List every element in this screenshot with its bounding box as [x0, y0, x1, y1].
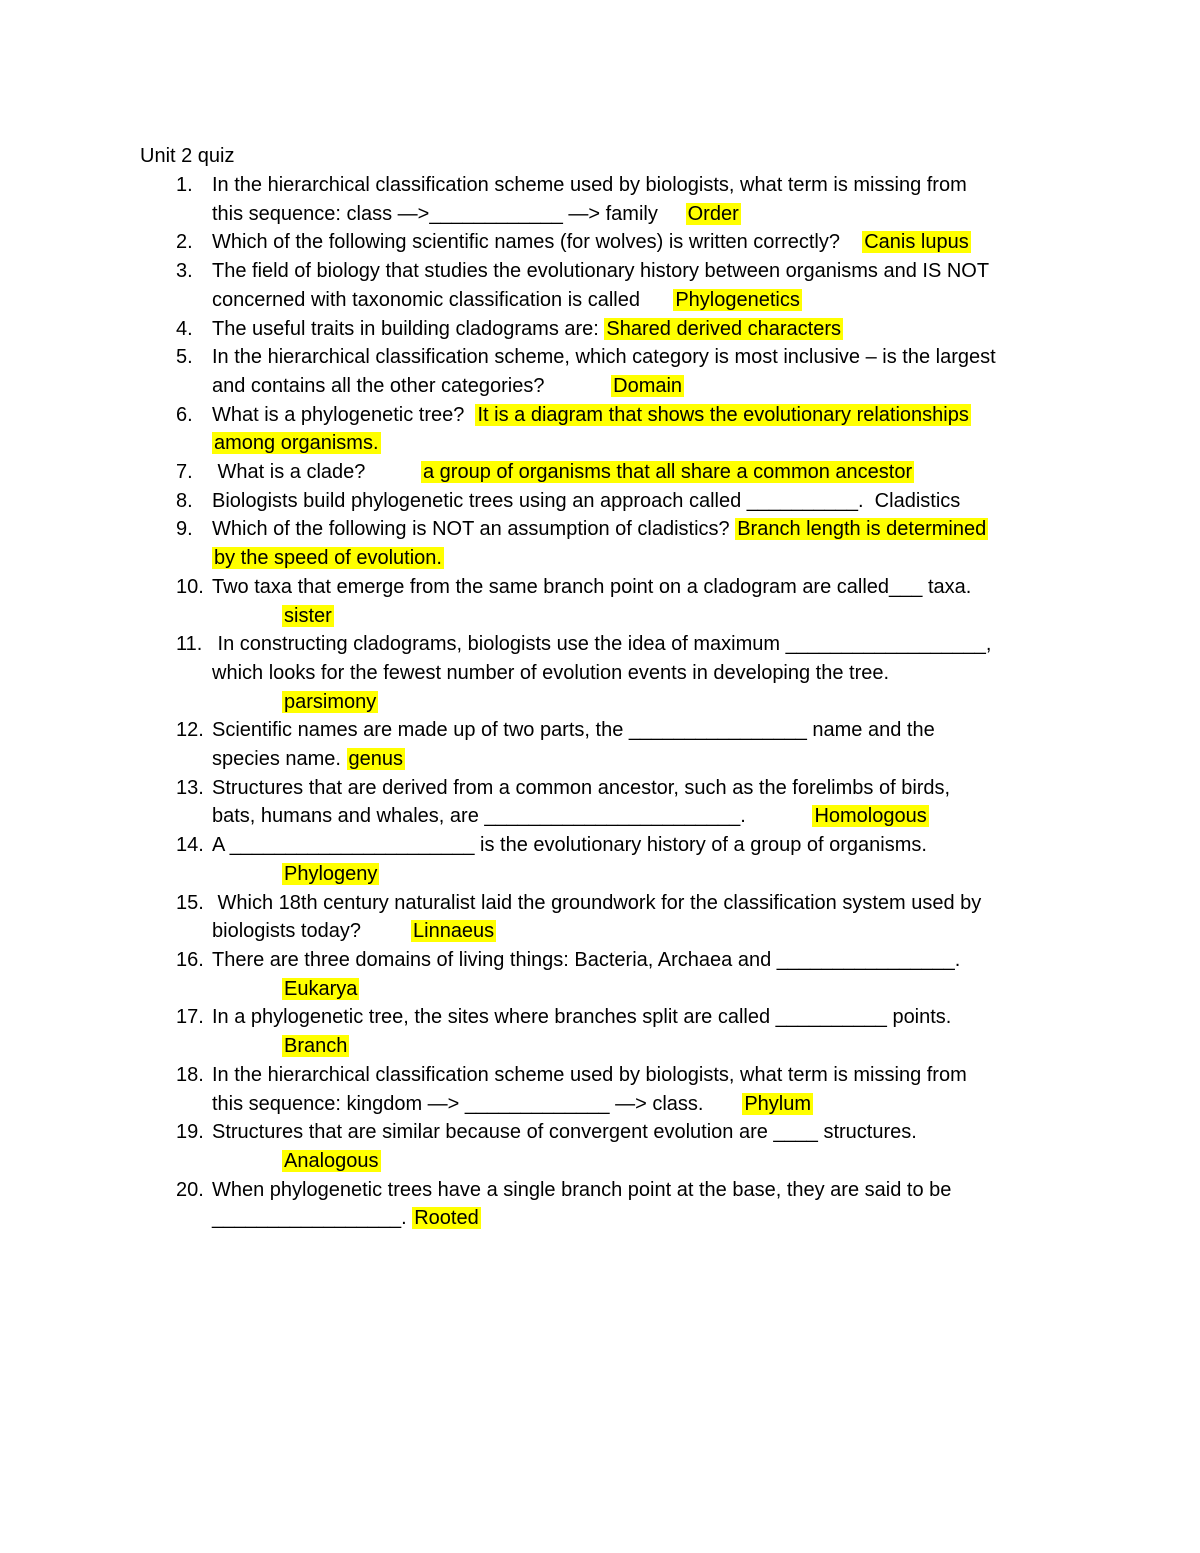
- answer-highlight: Phylogenetics: [675, 288, 800, 311]
- question-number: 18.: [176, 1063, 204, 1086]
- question-line: [212, 602, 1060, 631]
- question-text: The field of biology that studies the evolutionary history between organisms and IS NOT: [212, 260, 990, 283]
- question-line: [212, 1003, 1060, 1032]
- question-line: [212, 860, 1060, 889]
- answer-highlight: Canis lupus: [864, 231, 969, 254]
- question-text: Two taxa that emerge from the same branch point on a cladogram are called___ taxa.: [212, 575, 972, 598]
- question-line: [212, 1061, 1060, 1090]
- question-text: _________________.: [212, 1207, 413, 1230]
- question-item: [0, 515, 1200, 572]
- answer-highlight: sister: [284, 604, 332, 627]
- question-number: 19.: [176, 1121, 204, 1144]
- answer-highlight: It is a diagram that shows the evolutionary relationships: [477, 403, 969, 426]
- answer-highlight: Eukarya: [284, 977, 358, 1000]
- question-number: 11.: [176, 633, 203, 656]
- question-number: 10.: [176, 575, 204, 598]
- question-line: [212, 429, 1060, 458]
- question-text: Which of the following scientific names (for wolves) is written correctly?: [212, 231, 863, 254]
- question-line: [212, 630, 1060, 659]
- question-item: [0, 257, 1200, 314]
- question-item: [0, 228, 1200, 257]
- question-item: [0, 487, 1200, 516]
- question-number: 7.: [176, 461, 193, 484]
- answer-highlight: Linnaeus: [413, 920, 495, 943]
- question-line: [212, 946, 1060, 975]
- question-item: [0, 343, 1200, 400]
- question-item: [0, 716, 1200, 773]
- question-number: 6.: [176, 403, 193, 426]
- question-list: [0, 171, 1200, 1233]
- answer-highlight: Branch: [284, 1035, 348, 1058]
- question-line: [212, 200, 1060, 229]
- question-line: [212, 458, 1060, 487]
- question-line: [212, 975, 1060, 1004]
- answer-highlight: among organisms.: [214, 432, 379, 455]
- question-number: 5.: [176, 346, 193, 369]
- question-text: A ______________________ is the evolutionary history of a group of organisms.: [212, 834, 927, 857]
- question-item: [0, 171, 1200, 228]
- question-text: Which of the following is NOT an assumption of cladistics?: [212, 518, 736, 541]
- question-line: [212, 659, 1060, 688]
- question-item: [0, 774, 1200, 831]
- question-line: [212, 917, 1060, 946]
- question-text: which looks for the fewest number of evolution events in developing the tree.: [212, 661, 890, 684]
- answer-highlight: Rooted: [414, 1207, 479, 1230]
- question-line: [212, 544, 1060, 573]
- question-line: [212, 1147, 1060, 1176]
- question-text: this sequence: class —>____________ —> family: [212, 202, 686, 225]
- question-line: [212, 1118, 1060, 1147]
- question-line: [212, 1032, 1060, 1061]
- question-line: [212, 487, 1060, 516]
- question-item: [0, 1118, 1200, 1175]
- question-item: [0, 573, 1200, 630]
- question-number: 2.: [176, 231, 193, 254]
- question-text: In constructing cladograms, biologists use the idea of maximum __________________,: [212, 633, 992, 656]
- answer-highlight: Phylogeny: [284, 862, 378, 885]
- question-item: [0, 1176, 1200, 1233]
- question-text: Structures that are similar because of convergent evolution are ____ structures.: [212, 1121, 917, 1144]
- question-text: What is a phylogenetic tree?: [212, 403, 476, 426]
- question-line: [212, 372, 1060, 401]
- question-number: 4.: [176, 317, 193, 340]
- question-number: 20.: [176, 1178, 204, 1201]
- question-number: 1.: [176, 174, 193, 196]
- question-item: [0, 630, 1200, 716]
- question-text: In a phylogenetic tree, the sites where branches split are called __________ points.: [212, 1006, 952, 1029]
- question-item: [0, 946, 1200, 1003]
- question-number: 9.: [176, 518, 193, 541]
- question-line: [212, 257, 1060, 286]
- question-line: [212, 171, 1060, 200]
- question-text: Structures that are derived from a common ancestor, such as the forelimbs of birds,: [212, 776, 951, 799]
- question-text: What is a clade?: [212, 461, 421, 484]
- question-item: [0, 889, 1200, 946]
- question-line: [212, 889, 1060, 918]
- question-number: 15.: [176, 891, 204, 914]
- question-text: species name.: [212, 748, 347, 771]
- question-item: [0, 1061, 1200, 1118]
- answer-highlight: Analogous: [284, 1149, 379, 1172]
- question-text: In the hierarchical classification scheme used by biologists, what term is missing from: [212, 1063, 967, 1086]
- question-line: [212, 401, 1060, 430]
- answer-highlight: Order: [687, 202, 739, 225]
- answer-highlight: genus: [348, 748, 404, 771]
- question-line: [212, 1204, 1060, 1233]
- question-item: [0, 831, 1200, 888]
- question-line: [212, 831, 1060, 860]
- question-line: [212, 716, 1060, 745]
- question-line: [212, 573, 1060, 602]
- answer-highlight: by the speed of evolution.: [214, 547, 442, 570]
- question-item: [0, 401, 1200, 458]
- question-text: this sequence: kingdom —> _____________ —> class.: [212, 1092, 743, 1115]
- answer-highlight: a group of organisms that all share a common ancestor: [422, 461, 913, 484]
- question-text: bats, humans and whales, are _______________________.: [212, 805, 813, 828]
- question-text: Biologists build phylogenetic trees using an approach called __________. Cladistics: [212, 489, 961, 512]
- question-number: 8.: [176, 489, 193, 512]
- answer-highlight: Domain: [613, 374, 683, 397]
- answer-highlight: Homologous: [814, 805, 927, 828]
- question-line: [212, 315, 1060, 344]
- question-number: 14.: [176, 834, 204, 857]
- question-text: There are three domains of living things: Bacteria, Archaea and ________________.: [212, 948, 961, 971]
- question-number: 16.: [176, 948, 204, 971]
- question-line: [212, 745, 1060, 774]
- question-item: [0, 458, 1200, 487]
- question-number: 12.: [176, 719, 204, 742]
- answer-highlight: Branch length is determined: [737, 518, 987, 541]
- question-number: 13.: [176, 776, 204, 799]
- question-text: and contains all the other categories?: [212, 374, 612, 397]
- question-text: Scientific names are made up of two parts, the ________________ name and the: [212, 719, 935, 742]
- question-text: Which 18th century naturalist laid the groundwork for the classification system used by: [212, 891, 982, 914]
- question-item: [0, 315, 1200, 344]
- question-line: [212, 802, 1060, 831]
- question-line: [212, 688, 1060, 717]
- answer-highlight: Phylum: [744, 1092, 812, 1115]
- question-line: [212, 774, 1060, 803]
- answer-highlight: parsimony: [284, 690, 377, 713]
- question-text: biologists today?: [212, 920, 411, 943]
- question-line: [212, 515, 1060, 544]
- question-text: In the hierarchical classification scheme used by biologists, what term is missing from: [212, 174, 967, 196]
- question-item: [0, 1003, 1200, 1060]
- question-line: [212, 228, 1060, 257]
- page-title: Unit 2 quiz: [140, 145, 235, 167]
- question-number: 17.: [176, 1006, 204, 1029]
- question-text: In the hierarchical classification scheme, which category is most inclusive – is the largest: [212, 346, 996, 369]
- question-text: The useful traits in building cladograms are:: [212, 317, 605, 340]
- question-line: [212, 1090, 1060, 1119]
- question-number: 3.: [176, 260, 193, 283]
- question-text: When phylogenetic trees have a single branch point at the base, they are said to be: [212, 1178, 952, 1201]
- answer-highlight: Shared derived characters: [606, 317, 841, 340]
- question-text: concerned with taxonomic classification is called: [212, 288, 674, 311]
- question-line: [212, 343, 1060, 372]
- question-line: [212, 1176, 1060, 1205]
- question-line: [212, 286, 1060, 315]
